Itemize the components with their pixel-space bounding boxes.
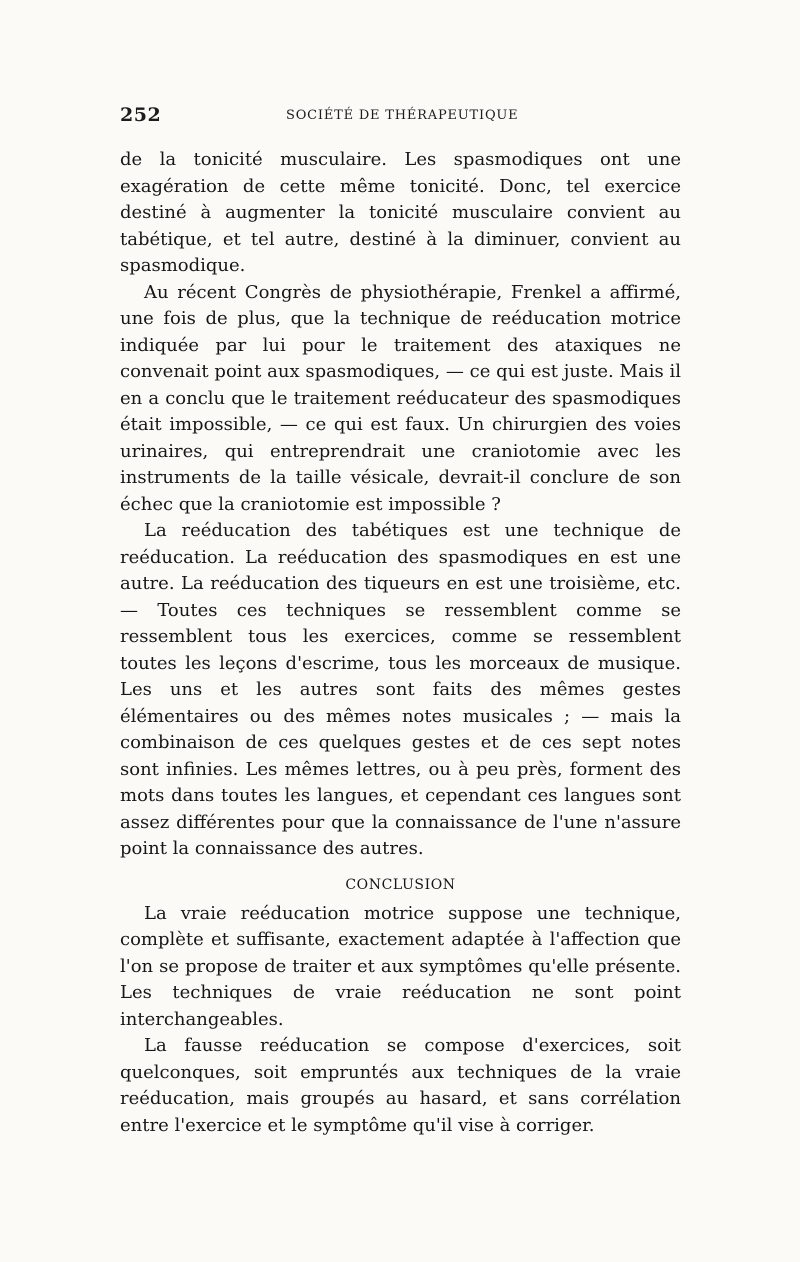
paragraph: de la tonicité musculaire. Les spasmodiques ont une exagération de cette même tonicité. Donc, tel exercice destiné à augmenter la tonicité musculaire convient au tabétique, et tel autre, destiné à la diminuer, convient au spasmodique. — [120, 149, 681, 276]
paragraph: La fausse reéducation se compose d'exercices, soit quelconques, soit empruntés aux techniques de la vraie reéducation, mais groupés au hasard, et sans corrélation entre l'exercice et le symptôme qu'il vise à corriger. — [120, 1035, 681, 1136]
section-title: CONCLUSION — [345, 876, 456, 893]
body-text — [120, 147, 681, 1139]
paragraph: La reéducation des tabétiques est une technique de reéducation. La reéducation des spasmodiques en est une autre. La reéducation des tiqueurs en est une troisième, etc. — Toutes ces techniques se ressemblent comme se ressemblent tous les exercices, comme se ressemblent toutes les leçons d'escrime, tous les morceaux de musique. Les uns et les autres sont faits des mêmes gestes élémentaires ou des mêmes notes musicales ; — mais la combinaison de ces quelques gestes et de ces sept notes sont infinies. Les mêmes lettres, ou à peu près, forment des mots dans toutes les langues, et cependant ces langues sont assez différentes pour que la connaissance de l'une n'assure point la connaissance des autres. — [120, 520, 681, 859]
running-head: SOCIÉTÉ DE THÉRAPEUTIQUE — [286, 108, 519, 123]
paragraph: La vraie reéducation motrice suppose une technique, complète et suffisante, exactement adaptée à l'affection que l'on se propose de traiter et aux symptômes qu'elle présente. Les techniques de vraie reéducation ne sont point interchangeables. — [120, 902, 681, 1030]
page-number: 252 — [120, 104, 162, 126]
page-header — [120, 104, 680, 132]
paragraph: Au récent Congrès de physiothérapie, Frenkel a affirmé, une fois de plus, que la technique de reéducation motrice indiquée par lui pour le traitement des ataxiques ne convenait point aux spasmodiques, — ce qui est juste. Mais il en a conclu que le traitement reéducateur des spasmodiques était impossible, — ce qui est faux. Un chirurgien des voies urinaires, qui entreprendrait une craniotomie avec les instruments de la taille vésicale, devrait-il conclure de son échec que la craniotomie est impossible ? — [120, 281, 681, 515]
